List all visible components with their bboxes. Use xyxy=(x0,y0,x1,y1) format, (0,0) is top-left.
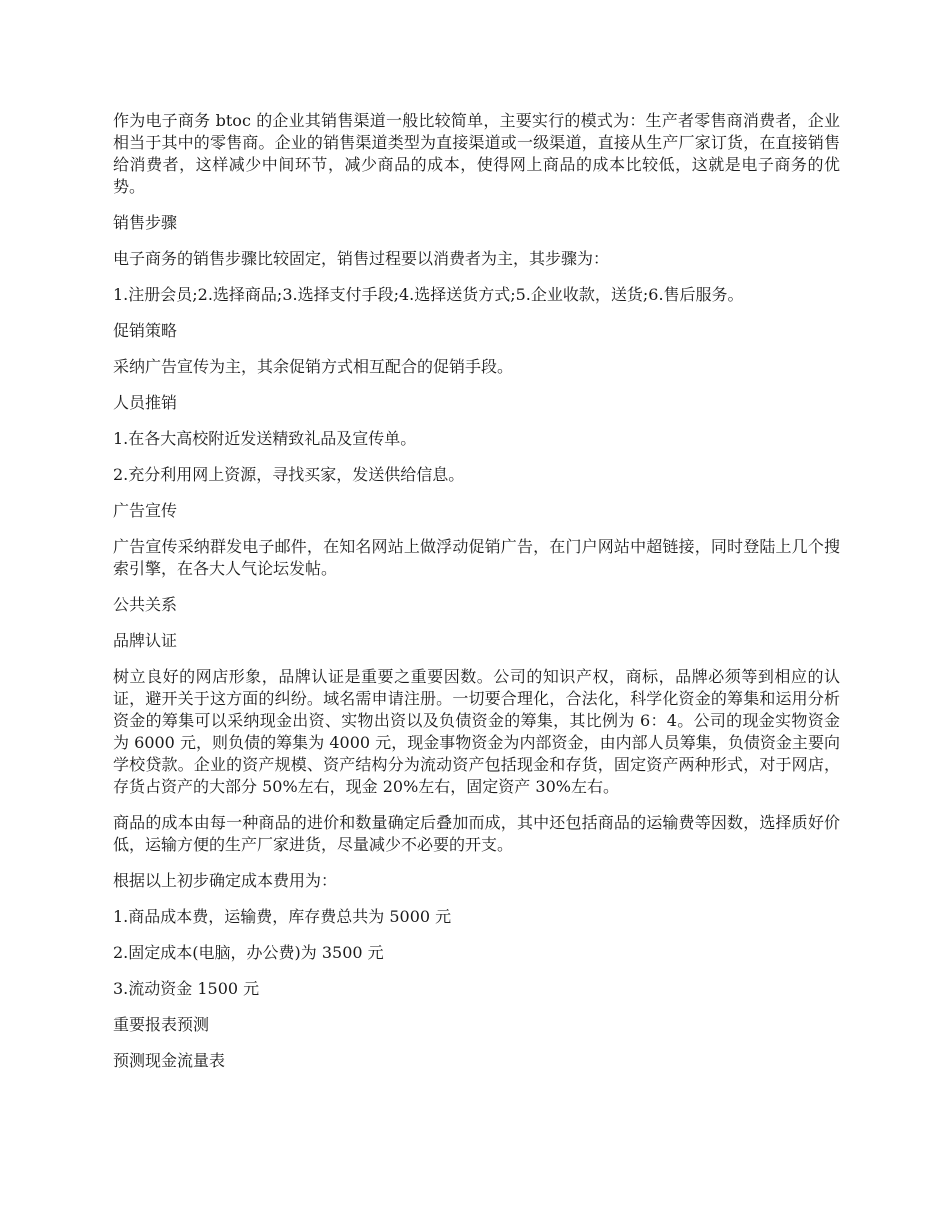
section-heading-advertising: 广告宣传 xyxy=(113,501,178,520)
sales-steps-paragraph: 电子商务的销售步骤比较固定，销售过程要以消费者为主，其步骤为： xyxy=(113,249,610,268)
section-heading-promotion: 促销策略 xyxy=(113,321,178,340)
section-heading-sales-steps: 销售步骤 xyxy=(113,213,178,232)
cost-summary-intro: 根据以上初步确定成本费用为： xyxy=(113,871,338,890)
personal-selling-item-1: 1.在各大高校附近发送精致礼品及宣传单。 xyxy=(113,429,417,448)
section-heading-cash-flow: 预测现金流量表 xyxy=(113,1051,226,1070)
cost-item-1: 1.商品成本费，运输费，库存费总共为 5000 元 xyxy=(113,907,452,926)
cost-item-3: 3.流动资金 1500 元 xyxy=(113,979,260,998)
section-heading-personal-selling: 人员推销 xyxy=(113,393,178,412)
document-page xyxy=(113,110,840,1086)
section-heading-public-relations: 公共关系 xyxy=(113,595,178,614)
cost-paragraph: 商品的成本由每一种商品的进价和数量确定后叠加而成，其中还包括商品的运输费等因数，选择质好价低，运输方便的生产厂家进货，尽量减少不必要的开支。 xyxy=(113,813,840,854)
section-heading-report-forecast: 重要报表预测 xyxy=(113,1015,210,1034)
section-heading-brand-certification: 品牌认证 xyxy=(113,631,178,650)
advertising-paragraph: 广告宣传采纳群发电子邮件，在知名网站上做浮动促销广告，在门户网站中超链接，同时登陆上几个搜索引擎，在各大人气论坛发帖。 xyxy=(113,537,840,578)
intro-paragraph: 作为电子商务 btoc 的企业其销售渠道一般比较简单，主要实行的模式为：生产者零售商消费者，企业相当于其中的零售商。企业的销售渠道类型为直接渠道或一级渠道，直接从生产厂家订货，在直接销售给消费者，这样减少中间环节，减少商品的成本，使得网上商品的成本比较低，这就是电子商务的优势。 xyxy=(113,111,840,196)
cost-item-2: 2.固定成本(电脑，办公费)为 3500 元 xyxy=(113,943,384,962)
brand-certification-paragraph: 树立良好的网店形象，品牌认证是重要之重要因数。公司的知识产权，商标，品牌必须等到相应的认证，避开关于这方面的纠纷。域名需申请注册。一切要合理化，合法化，科学化资金的筹集和运用分析资金的筹集可以采纳现金出资、实物出资以及负债资金的筹集，其比例为 6：4。公司的现金实物资金为 6000 元，则负债的筹集为 4000 元，现金事物资金为内部资金，由内部人员筹集，负债资金主要向学校贷款。企业的资产规模、资产结构分为流动资产包括现金和存货，固定资产两种形式，对于网店，存货占资产的大部分 50%左右，现金 20%左右，固定资产 30%左右。 xyxy=(113,667,840,796)
sales-steps-list: 1.注册会员;2.选择商品;3.选择支付手段;4.选择送货方式;5.企业收款，送货;6.售后服务。 xyxy=(113,285,744,304)
promotion-paragraph: 采纳广告宣传为主，其余促销方式相互配合的促销手段。 xyxy=(113,357,514,376)
personal-selling-item-2: 2.充分利用网上资源，寻找买家，发送供给信息。 xyxy=(113,465,465,484)
